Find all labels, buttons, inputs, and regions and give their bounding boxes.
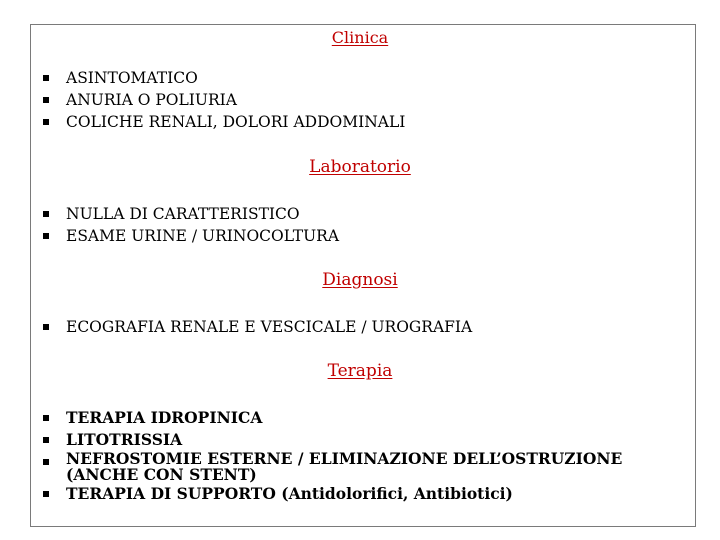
list-item-line: NEFROSTOMIE ESTERNE / ELIMINAZIONE DELL’OSTRUZIONE (66, 449, 623, 468)
list-item: ESAME URINE / URINOCOLTURA (40, 225, 690, 247)
list-item: NULLA DI CARATTERISTICO (40, 203, 690, 225)
laboratorio-list (40, 203, 690, 247)
list-item: COLICHE RENALI, DOLORI ADDOMINALI (40, 111, 690, 133)
clinica-list (40, 67, 690, 133)
list-item: TERAPIA DI SUPPORTO (Antidolorifici, Antibiotici) (40, 483, 690, 505)
section-title-diagnosi: Diagnosi (322, 270, 398, 290)
list-item: TERAPIA IDROPINICA (40, 407, 690, 429)
list-item-line: (ANCHE CON STENT) (66, 465, 257, 484)
list-item: ASINTOMATICO (40, 67, 690, 89)
terapia-list (40, 407, 690, 505)
list-item: ANURIA O POLIURIA (40, 89, 690, 111)
list-item-multiline (40, 451, 690, 483)
list-item: ECOGRAFIA RENALE E VESCICALE / UROGRAFIA (40, 316, 690, 338)
section-title-clinica: Clinica (331, 28, 389, 47)
list-item: LITOTRISSIA (40, 429, 690, 451)
section-title-terapia: Terapia (327, 361, 393, 381)
diagnosi-list (40, 316, 690, 338)
section-title-laboratorio: Laboratorio (309, 157, 411, 177)
